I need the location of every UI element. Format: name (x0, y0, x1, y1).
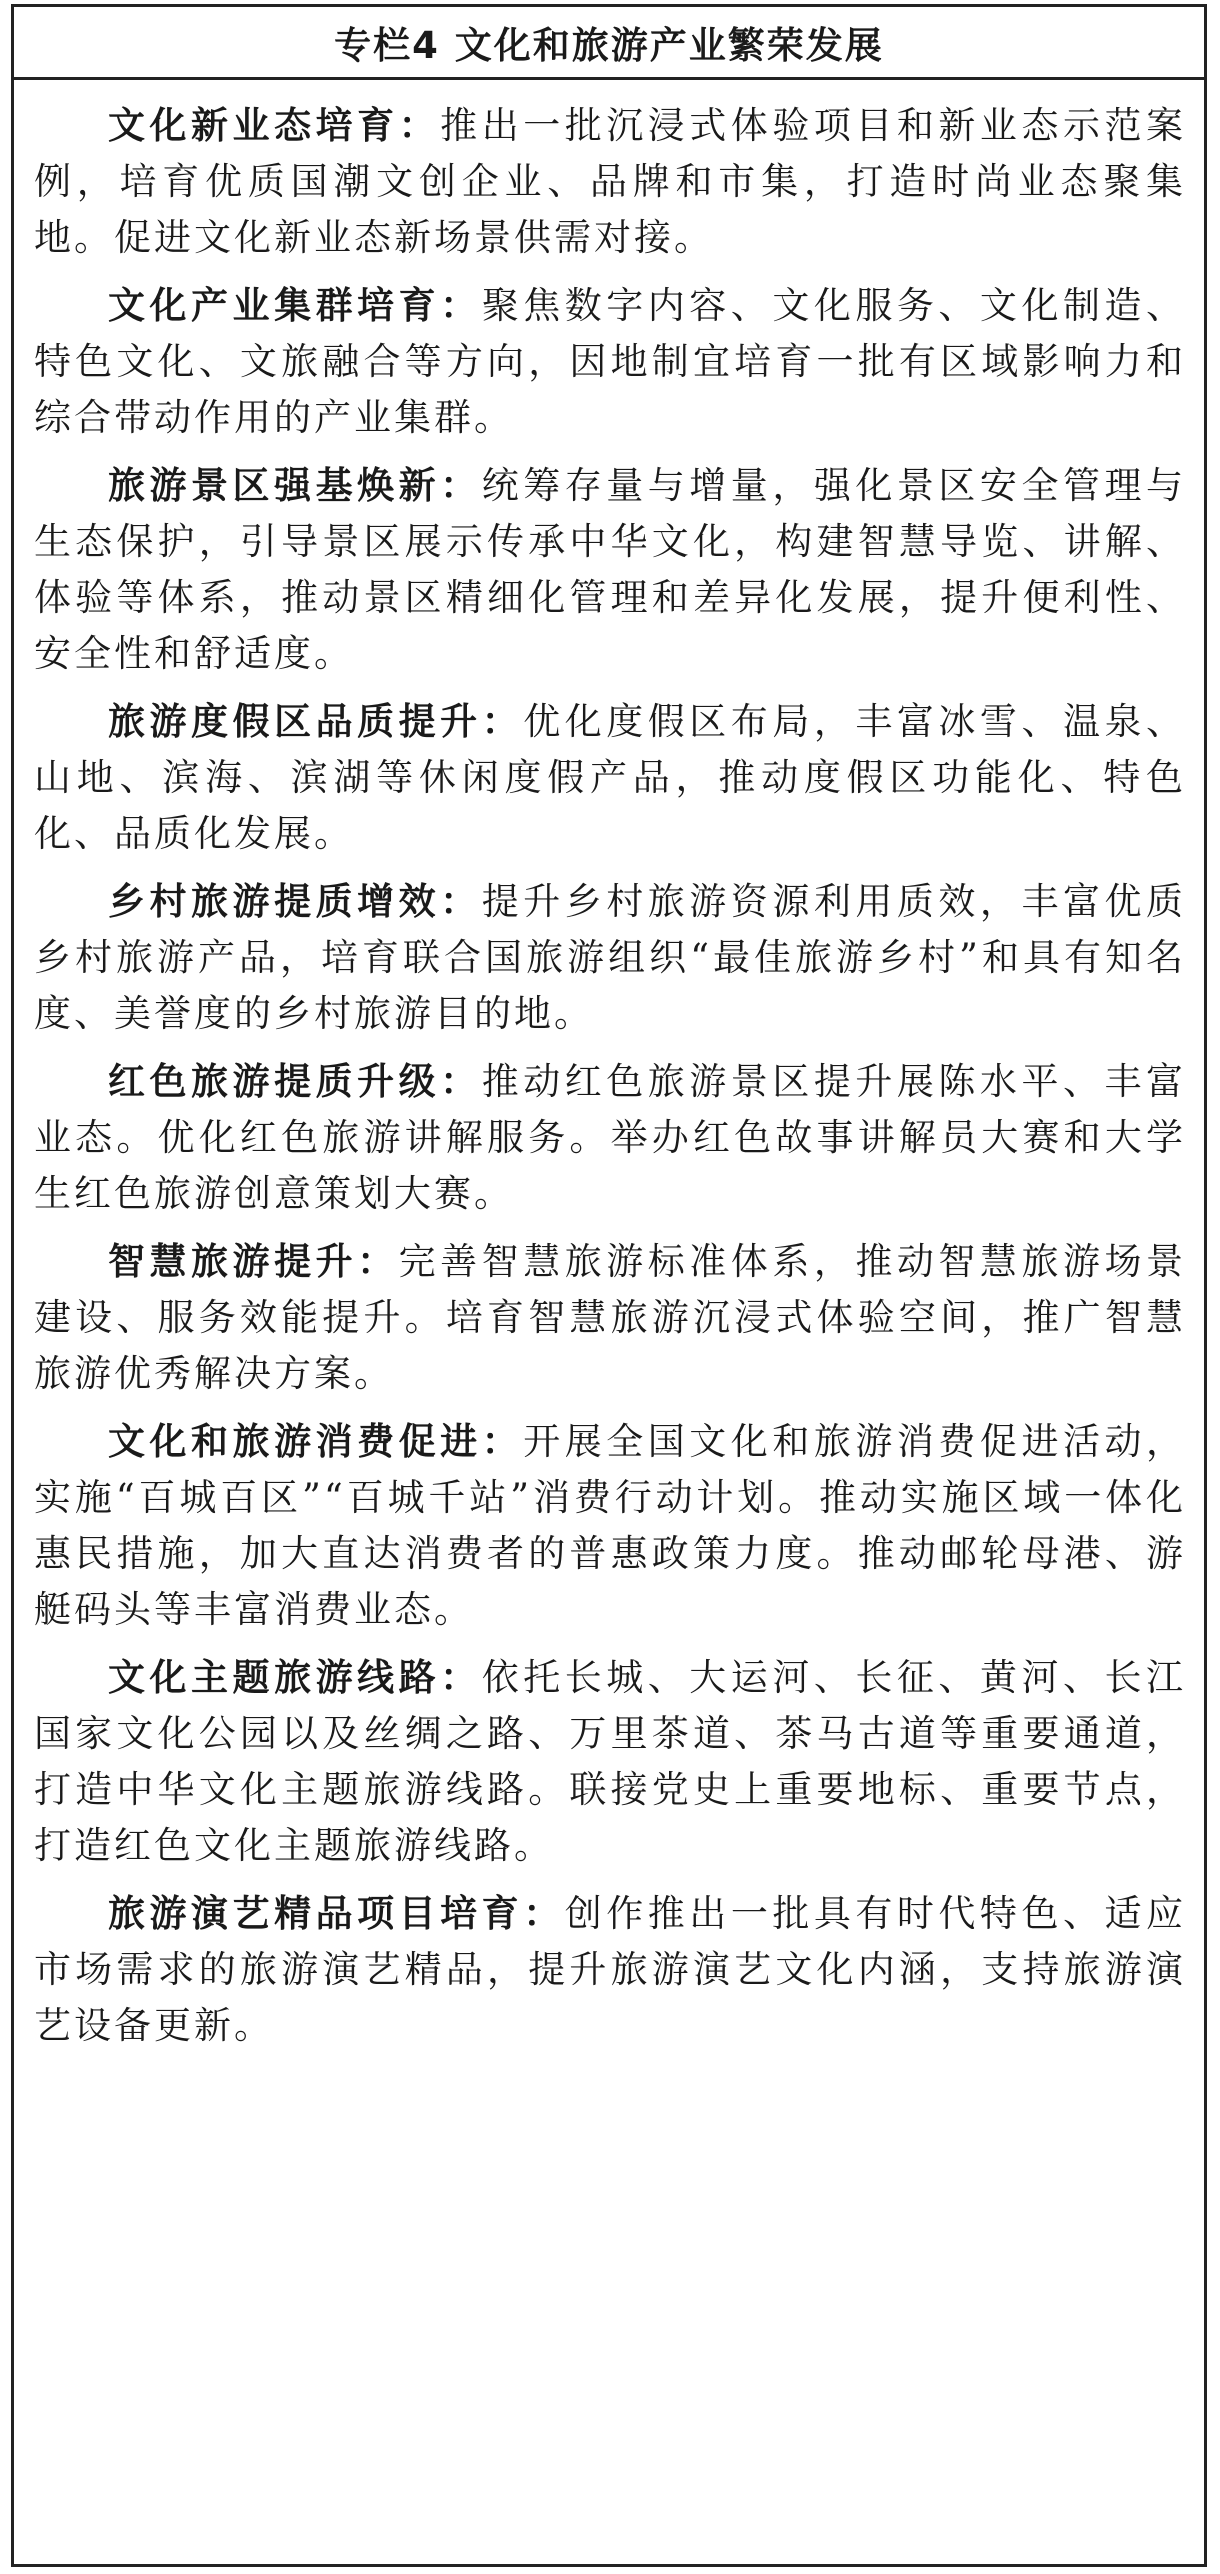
section-body: 统筹存量与增量，强化景区安全管理与生态保护，引导景区展示传承中华文化，构建智慧导览、讲解、体验等体系，推动景区精细化管理和差异化发展，提升便利性、安全性和舒适度。 (34, 464, 1187, 675)
section-paragraph (34, 874, 1186, 1042)
section-body: 推动红色旅游景区提升展陈水平、丰富业态。优化红色旅游讲解服务。举办红色故事讲解员大赛和大学生红色旅游创意策划大赛。 (34, 1060, 1187, 1215)
section-paragraph (34, 694, 1186, 862)
section-heading: 红色旅游提质升级： (108, 1060, 482, 1103)
section-body: 创作推出一批具有时代特色、适应市场需求的旅游演艺精品，提升旅游演艺文化内涵，支持旅游演艺设备更新。 (34, 1892, 1187, 2047)
section-body: 优化度假区布局，丰富冰雪、温泉、山地、滨海、滨湖等休闲度假产品，推动度假区功能化、特色化、品质化发展。 (34, 700, 1187, 855)
section-heading: 旅游景区强基焕新： (108, 464, 482, 507)
section-body: 完善智慧旅游标准体系，推动智慧旅游场景建设、服务效能提升。培育智慧旅游沉浸式体验空间，推广智慧旅游优秀解决方案。 (34, 1240, 1186, 1395)
section-heading: 乡村旅游提质增效： (108, 880, 482, 923)
column-title: 专栏4 文化和旅游产业繁荣发展 (14, 7, 1204, 80)
section-body: 提升乡村旅游资源利用质效，丰富优质乡村旅游产品，培育联合国旅游组织“最佳旅游乡村”和具有知名度、美誉度的乡村旅游目的地。 (34, 880, 1187, 1035)
section-paragraph (34, 1234, 1186, 1402)
section-paragraph (34, 458, 1186, 682)
section-body: 依托长城、大运河、长征、黄河、长江国家文化公园以及丝绸之路、万里茶道、茶马古道等重要通道，打造中华文化主题旅游线路。联接党史上重要地标、重要节点，打造红色文化主题旅游线路。 (34, 1656, 1187, 1867)
section-heading: 智慧旅游提升： (108, 1240, 399, 1283)
section-heading: 文化新业态培育： (108, 104, 441, 147)
section-paragraph (34, 1414, 1186, 1638)
column-box (11, 4, 1207, 2567)
section-heading: 旅游度假区品质提升： (108, 700, 524, 743)
section-paragraph (34, 1054, 1186, 1222)
section-body: 聚焦数字内容、文化服务、文化制造、特色文化、文旅融合等方向，因地制宜培育一批有区域影响力和综合带动作用的产业集群。 (34, 284, 1187, 439)
section-paragraph (34, 278, 1186, 446)
section-heading: 旅游演艺精品项目培育： (108, 1892, 565, 1935)
section-body: 推出一批沉浸式体验项目和新业态示范案例，培育优质国潮文创企业、品牌和市集，打造时尚业态聚集地。促进文化新业态新场景供需对接。 (34, 104, 1187, 259)
column-content (14, 80, 1204, 2054)
section-paragraph (34, 1886, 1186, 2054)
section-paragraph (34, 1650, 1186, 1874)
section-body: 开展全国文化和旅游消费促进活动，实施“百城百区”“百城千站”消费行动计划。推动实施区域一体化惠民措施，加大直达消费者的普惠政策力度。推动邮轮母港、游艇码头等丰富消费业态。 (34, 1420, 1187, 1631)
section-paragraph (34, 98, 1186, 266)
section-heading: 文化和旅游消费促进： (108, 1420, 524, 1463)
section-heading: 文化产业集群培育： (108, 284, 482, 327)
section-heading: 文化主题旅游线路： (108, 1656, 482, 1699)
